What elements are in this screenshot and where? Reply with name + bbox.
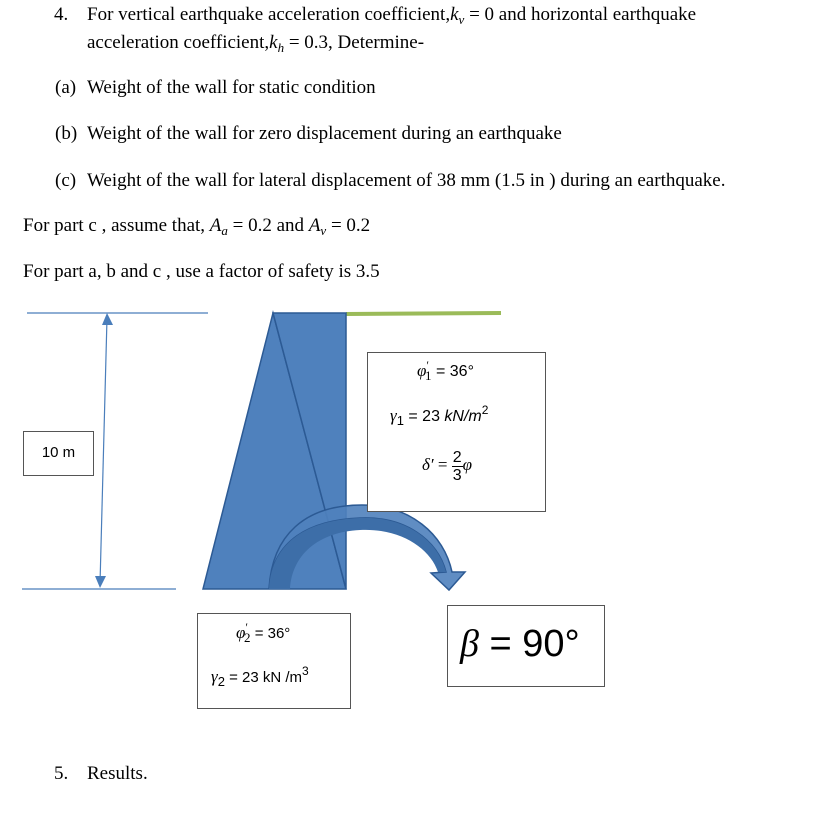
gamma2-subscript: 2 [217, 674, 225, 689]
av-symbol: A [308, 215, 321, 236]
part-b-text: Weight of the wall for zero displacement during an earthquake [87, 123, 562, 144]
av-subscript: v [320, 223, 327, 238]
backfill-phi [417, 360, 474, 383]
backfill-gamma [390, 405, 488, 428]
backfill-delta [422, 445, 472, 485]
phi1-prime: ′ [426, 358, 430, 372]
question-line-2-text: acceleration coefficient, [87, 32, 270, 53]
delta-symbol: δ′ [422, 455, 434, 474]
dimension-arrow-up [102, 313, 113, 325]
question-number: 4. [54, 4, 69, 25]
beta-label [460, 622, 580, 666]
gamma1-value: = 23 [403, 408, 445, 425]
assumption-prefix: For part c , assume that, [23, 215, 210, 236]
av-value: = 0.2 [326, 215, 371, 236]
delta-fraction [452, 449, 463, 484]
foundation-properties-box [197, 613, 351, 709]
section-5-title: Results. [87, 763, 148, 784]
phi1-value: = 36° [431, 363, 474, 380]
gamma1-subscript: 1 [396, 413, 404, 428]
part-c-label: (c) [55, 170, 77, 191]
section-5-number: 5. [54, 763, 69, 784]
gamma2-value: = 23 kN /m [224, 669, 303, 686]
aa-value: = 0.2 and [227, 215, 309, 236]
part-a-label: (a) [55, 77, 77, 98]
beta-box [447, 605, 605, 687]
aa-subscript: a [221, 223, 228, 238]
dimension-arrow-down [95, 576, 106, 588]
phi1-subscript: 1 [425, 368, 432, 383]
kh-value: = 0.3, Determine- [284, 32, 425, 53]
phi1-symbol: φ [417, 361, 427, 380]
gamma2-power: 3 [302, 664, 309, 678]
phi2-subscript: 2 [244, 630, 251, 645]
part-c-text: Weight of the wall for lateral displacement of 38 mm (1.5 in ) during an earthquake. [87, 170, 726, 191]
beta-symbol: β [460, 623, 479, 665]
beta-value: = 90° [478, 623, 580, 665]
phi2-symbol: φ [236, 623, 246, 642]
question-line-1-text: For vertical earthquake acceleration coefficient, [87, 4, 451, 25]
part-a-text: Weight of the wall for static condition [87, 77, 376, 98]
gamma1-unit-power: 2 [481, 403, 489, 417]
height-label: 10 m [23, 431, 94, 476]
backfill-properties-box [367, 352, 546, 512]
delta-equals: = [433, 455, 452, 474]
gamma1-unit: kN/m [444, 408, 482, 425]
aa-symbol: A [209, 215, 222, 236]
delta-denominator: 3 [452, 466, 462, 484]
foundation-phi [236, 622, 290, 645]
kh-symbol: k [269, 32, 278, 53]
delta-phi: φ [462, 455, 473, 474]
kv-symbol: k [450, 4, 459, 25]
height-dimension-line [100, 318, 107, 584]
gamma1-symbol: γ [390, 406, 397, 425]
phi2-value: = 36° [250, 625, 291, 642]
safety-note: For part a, b and c , use a factor of safety is 3.5 [23, 261, 380, 282]
kv-value: = 0 and horizontal earthquake [464, 4, 697, 25]
part-b-label: (b) [55, 123, 78, 144]
gamma2-symbol: γ [211, 667, 218, 686]
kh-subscript: h [277, 40, 285, 55]
kv-subscript: v [458, 12, 465, 27]
backfill-ground-surface [346, 313, 501, 314]
phi2-prime: ′ [245, 620, 249, 634]
foundation-gamma [211, 666, 309, 689]
delta-numerator: 2 [452, 448, 462, 466]
